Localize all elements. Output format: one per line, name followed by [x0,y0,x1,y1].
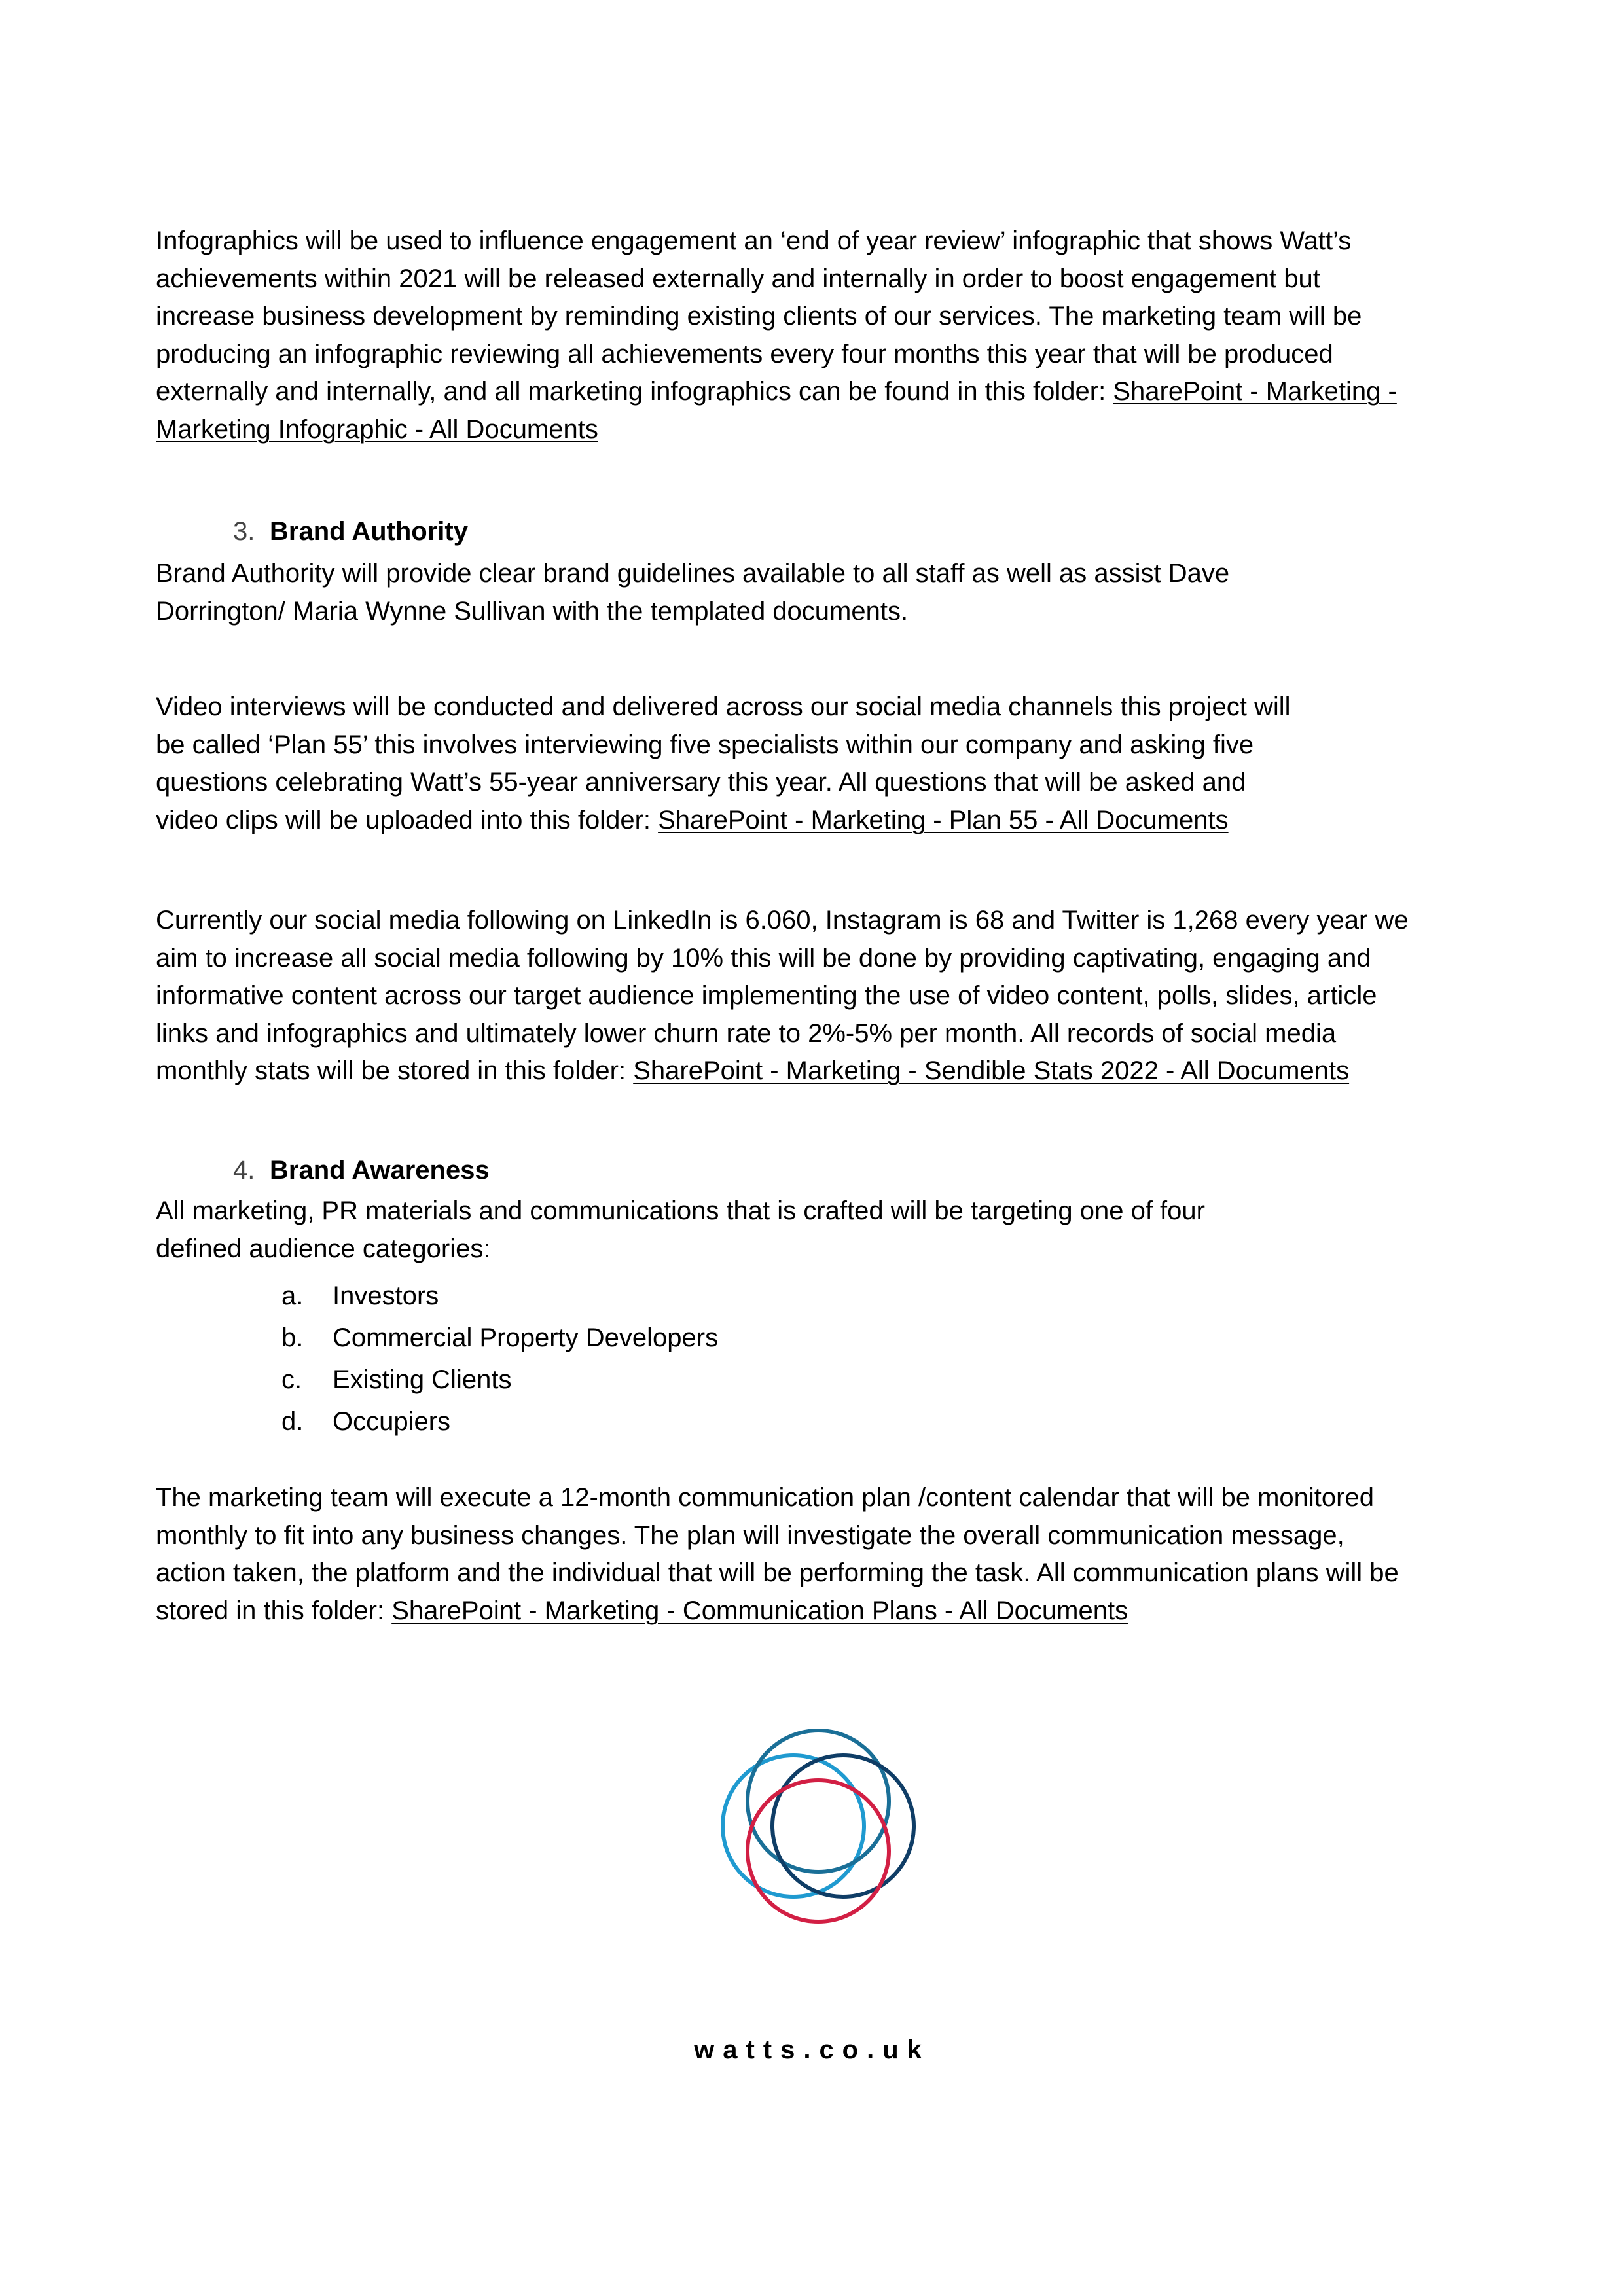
heading-number: 4. [233,1156,255,1185]
heading-brand-authority [233,513,468,551]
heading-title: Brand Authority [270,517,468,546]
heading-brand-awareness [233,1152,490,1190]
footer-website: watts.co.uk [694,2036,930,2064]
list-marker: a. [281,1282,304,1310]
heading-number: 3. [233,517,255,546]
list-marker: d. [281,1407,304,1436]
brand-awareness-paragraph: All marketing, PR materials and communications that is crafted will be targeting one of four defined audience categories: [156,1196,1205,1263]
sendible-stats-link[interactable]: SharePoint - Marketing - Sendible Stats 2022 - All Documents [633,1056,1350,1086]
list-item [281,1317,718,1359]
list-marker: c. [281,1365,302,1394]
list-item [281,1401,718,1443]
communication-paragraph [156,1479,1399,1630]
list-item-label: Commercial Property Developers [333,1323,719,1352]
video-text: Video interviews will be conducted and delivered across our social media channels this project will be called ‘Plan 55’ this involves interviewing five specialists within our company and asking five questions celebrating Watt’s 55-year anniversary this year. All questions that will be asked and video clips will be uploaded into this folder: [156,692,1291,834]
infographics-paragraph [156,223,1397,449]
social-media-paragraph [156,902,1409,1090]
list-marker: b. [281,1323,304,1352]
video-paragraph [156,689,1291,839]
watts-rings-logo-icon [720,1728,916,1924]
infographics-text: Infographics will be used to influence engagement an ‘end of year review’ infographic that shows Watt’s achievements within 2021 will be released externally and internally in order to boost engagement but increase business development by reminding existing clients of our services. The marketing team will be producing an infographic reviewing all achievements every four months this year that will be produced externally and internally, and all marketing infographics can be found in this folder: [156,226,1362,406]
list-item [281,1275,718,1317]
communication-plans-link[interactable]: SharePoint - Marketing - Communication Plans - All Documents [391,1596,1128,1625]
marketing-infographic-link[interactable]: SharePoint - Marketing - Marketing Infographic - All Documents [156,377,1397,444]
plan-55-link[interactable]: SharePoint - Marketing - Plan 55 - All Documents [658,805,1229,834]
list-item [281,1359,718,1401]
list-item-label: Existing Clients [333,1365,512,1394]
brand-authority-paragraph: Brand Authority will provide clear brand guidelines available to all staff as well as assist Dave Dorrington/ Maria Wynne Sullivan with the templated documents. [156,559,1230,626]
list-item-label: Occupiers [333,1407,451,1436]
communication-text: The marketing team will execute a 12-month communication plan /content calendar that will be monitored monthly to fit into any business changes. The plan will investigate the overall communication message, action taken, the platform and the individual that will be performing the task. All communication plans will be stored in this folder: [156,1483,1399,1625]
audience-list [281,1275,718,1443]
heading-title: Brand Awareness [270,1156,490,1185]
list-item-label: Investors [333,1282,439,1310]
social-media-text: Currently our social media following on LinkedIn is 6.060, Instagram is 68 and Twitter is 1,268 every year we aim to increase all social media following by 10% this will be done by providing captivating, engaging and informative content across our target audience implementing the use of video content, polls, slides, article links and infographics and ultimately lower churn rate to 2%-5% per month. All records of social media monthly stats will be stored in this folder: [156,906,1409,1086]
